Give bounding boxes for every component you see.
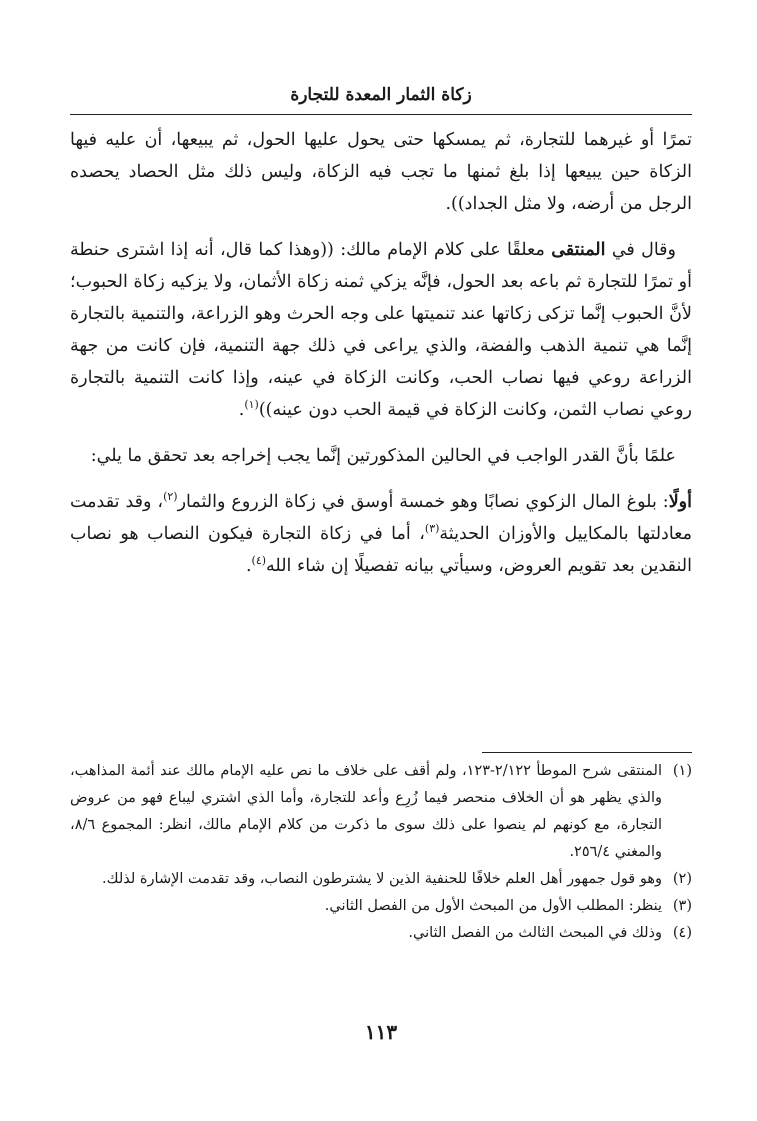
footnote-ref-2[interactable]: (٢) <box>163 490 178 504</box>
footnote-2 <box>70 866 692 893</box>
paragraph-3: علمًا بأنَّ القدر الواجب في الحالين المذكورتين إنَّما يجب إخراجه بعد تحقق ما يلي: <box>90 446 676 466</box>
footnote-number: (١) <box>672 763 692 779</box>
paragraph-2-intro: وقال في <box>605 240 676 260</box>
footnote-text: المنتقى شرح الموطأ ٢/١٢٢-١٢٣، ولم أقف على خلاف ما نص عليه الإمام مالك عند أئمة المذاهب، والذي يظهر هو أن الخلاف منحصر فيما زُرِع وأعد للتجارة، وأما الذي اشتري ليباع فهو من عروض التجارة، مع كونهم لم ينصوا على ذلك سوى ما ذكرت من كلام الإمام مالك، انظر: المجموع ٨/٦، والمغني ٢٥٦/٤. <box>70 763 662 860</box>
footnote-number: (٤) <box>672 925 692 941</box>
paragraph-4-end: . <box>245 556 252 576</box>
paragraph-2 <box>70 234 692 426</box>
footnote-separator <box>482 752 692 753</box>
running-title: زكاة الثمار المعدة للتجارة <box>290 85 472 105</box>
paragraph-2-end: . <box>238 400 245 420</box>
footnote-text: وذلك في المبحث الثالث من الفصل الثاني. <box>408 925 662 941</box>
footnote-text: ينظر: المطلب الأول من المبحث الأول من الفصل الثاني. <box>324 898 662 914</box>
footnote-number: (٣) <box>672 898 692 914</box>
footnote-4 <box>70 920 692 947</box>
paragraph-1: تمرًا أو غيرهما للتجارة، ثم يمسكها حتى يحول عليها الحول، ثم يبيعها، أن عليه فيها الزكاة حين يبيعها إذا بلغ ثمنها ما تجب فيه الزكاة، وليس ذلك مثل الحصاد يحصده الرجل من أرضه، ولا مثل الجداد)). <box>70 130 692 214</box>
footnotes <box>70 758 692 947</box>
footnote-text: وهو قول جمهور أهل العلم خلافًا للحنفية الذين لا يشترطون النصاب، وقد تقدمت الإشارة لذلك. <box>102 871 662 887</box>
book-page <box>70 0 692 1121</box>
footnote-number: (٢) <box>672 871 692 887</box>
footnote-ref-1[interactable]: (١) <box>244 398 259 412</box>
footnote-3 <box>70 893 692 920</box>
first-point-label: أولًا <box>668 492 692 512</box>
header-rule <box>70 114 692 115</box>
footnote-ref-3[interactable]: (٣) <box>424 522 440 536</box>
paragraph-4-part-3: ، أما في زكاة التجارة فيكون النصاب هو نصاب النقدين بعد تقويم العروض، وسيأتي بيانه تفصيلًا إن شاء الله <box>70 524 692 576</box>
footnote-1 <box>70 758 692 866</box>
book-title-muntaqa: المنتقى <box>551 240 606 260</box>
main-text <box>70 124 692 596</box>
page-number: ١١٣ <box>364 1020 398 1044</box>
paragraph-4-part-1: : بلوغ المال الزكوي نصابًا وهو خمسة أوسق في زكاة الزروع والثمار <box>177 492 669 512</box>
quotation: معلقًا على كلام الإمام مالك: ((وهذا كما قال، أنه إذا اشترى حنطة أو تمرًا للتجارة ثم باعه بعد الحول، فإنَّه يزكي ثمنه زكاة الأثمان، ولا يزكيه زكاة الحبوب؛ لأنَّ الحبوب إنَّما تزكى زكاتها عند تنميتها على وجه الحرث وهو الزراعة، والتنمية بالتجارة إنَّما هي تنمية الذهب والفضة، والذي يراعى في ذلك جهة التنمية، فإن كانت من جهة الزراعة روعي فيها نصاب الحب، وكانت الزكاة في عينه، وإذا كانت التنمية بالتجارة روعي نصاب الثمن، وكانت الزكاة في قيمة الحب دون عينه)) <box>70 240 692 420</box>
footnote-ref-4[interactable]: (٤) <box>251 554 267 568</box>
paragraph-4-part-2: ، وقد تقدمت معادلتها بالمكاييل والأوزان الحديثة <box>70 492 693 544</box>
paragraph-4 <box>70 486 692 582</box>
